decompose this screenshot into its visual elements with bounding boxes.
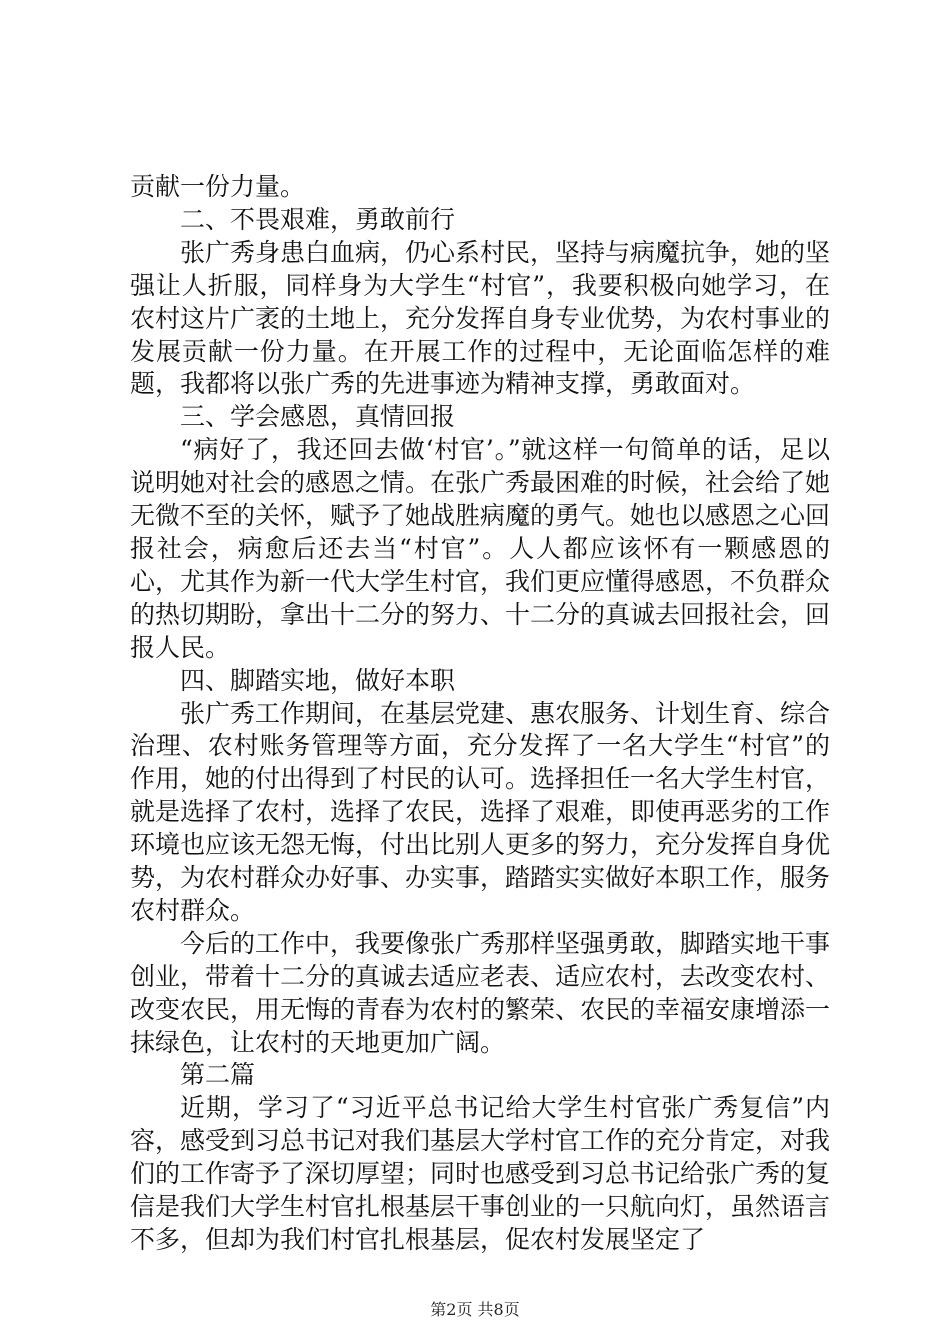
paragraph: “病好了，我还回去做‘村官’。”就这样一句简单的话，足以说明她对社会的感恩之情。在张广秀最困难的时候，社会给了她无微不至的关怀，赋予了她战胜病魔的勇气。她也以感恩之心回报社会，病愈后还去当“村官”。人人都应该怀有一颗感恩的心，尤其作为新一代大学生村官，我们更应懂得感恩，不负群众的热切期盼，拿出十二分的努力、十二分的真诚去回报社会，回报人民。 — [130, 435, 831, 662]
section-heading-2: 二、不畏艰难，勇敢前行 — [180, 204, 456, 234]
section-heading-3: 三、学会感恩，真情回报 — [180, 402, 456, 432]
paragraph-continuation: 贡献一份力量。 — [130, 172, 306, 201]
document-body — [130, 171, 830, 1257]
page-number: 第2页 共8页 — [430, 1300, 520, 1319]
paragraph: 张广秀身患白血病，仍心系村民，坚持与病魔抗争，她的坚强让人折服，同样身为大学生“村官”，我要积极向她学习，在农村这片广袤的土地上，充分发挥自身专业优势，为农村事业的发展贡献一份力量。在开展工作的过程中，无论面临怎样的难题，我都将以张广秀的先进事迹为精神支撑，勇敢面对。 — [130, 237, 831, 399]
section-heading-4: 四、脚踏实地，做好本职 — [180, 665, 456, 695]
paragraph: 张广秀工作期间，在基层党建、惠农服务、计划生育、综合治理、农村账务管理等方面，充分发挥了一名大学生“村官”的作用，她的付出得到了村民的认可。选择担任一名大学生村官，就是选择了农村，选择了农民，选择了艰难，即使再恶劣的工作环境也应该无怨无悔，付出比别人更多的努力，充分发挥自身优势，为农村群众办好事、办实事，踏踏实实做好本职工作，服务农村群众。 — [130, 698, 831, 925]
part-heading: 第二篇 — [180, 1060, 256, 1090]
paragraph: 今后的工作中，我要像张广秀那样坚强勇敢，脚踏实地干事创业，带着十二分的真诚去适应老表、适应农村，去改变农村、改变农民，用无悔的青春为农村的繁荣、农民的幸福安康增添一抹绿色，让农村的天地更加广阔。 — [130, 928, 831, 1057]
paragraph: 近期，学习了“习近平总书记给大学生村官张广秀复信”内容，感受到习总书记对我们基层大学村官工作的充分肯定，对我们的工作寄予了深切厚望；同时也感受到习总书记给张广秀的复信是我们大学生村官扎根基层干事创业的一只航向灯，虽然语言不多，但却为我们村官扎根基层，促农村发展坚定了 — [130, 1093, 831, 1254]
page-footer — [0, 1300, 950, 1320]
